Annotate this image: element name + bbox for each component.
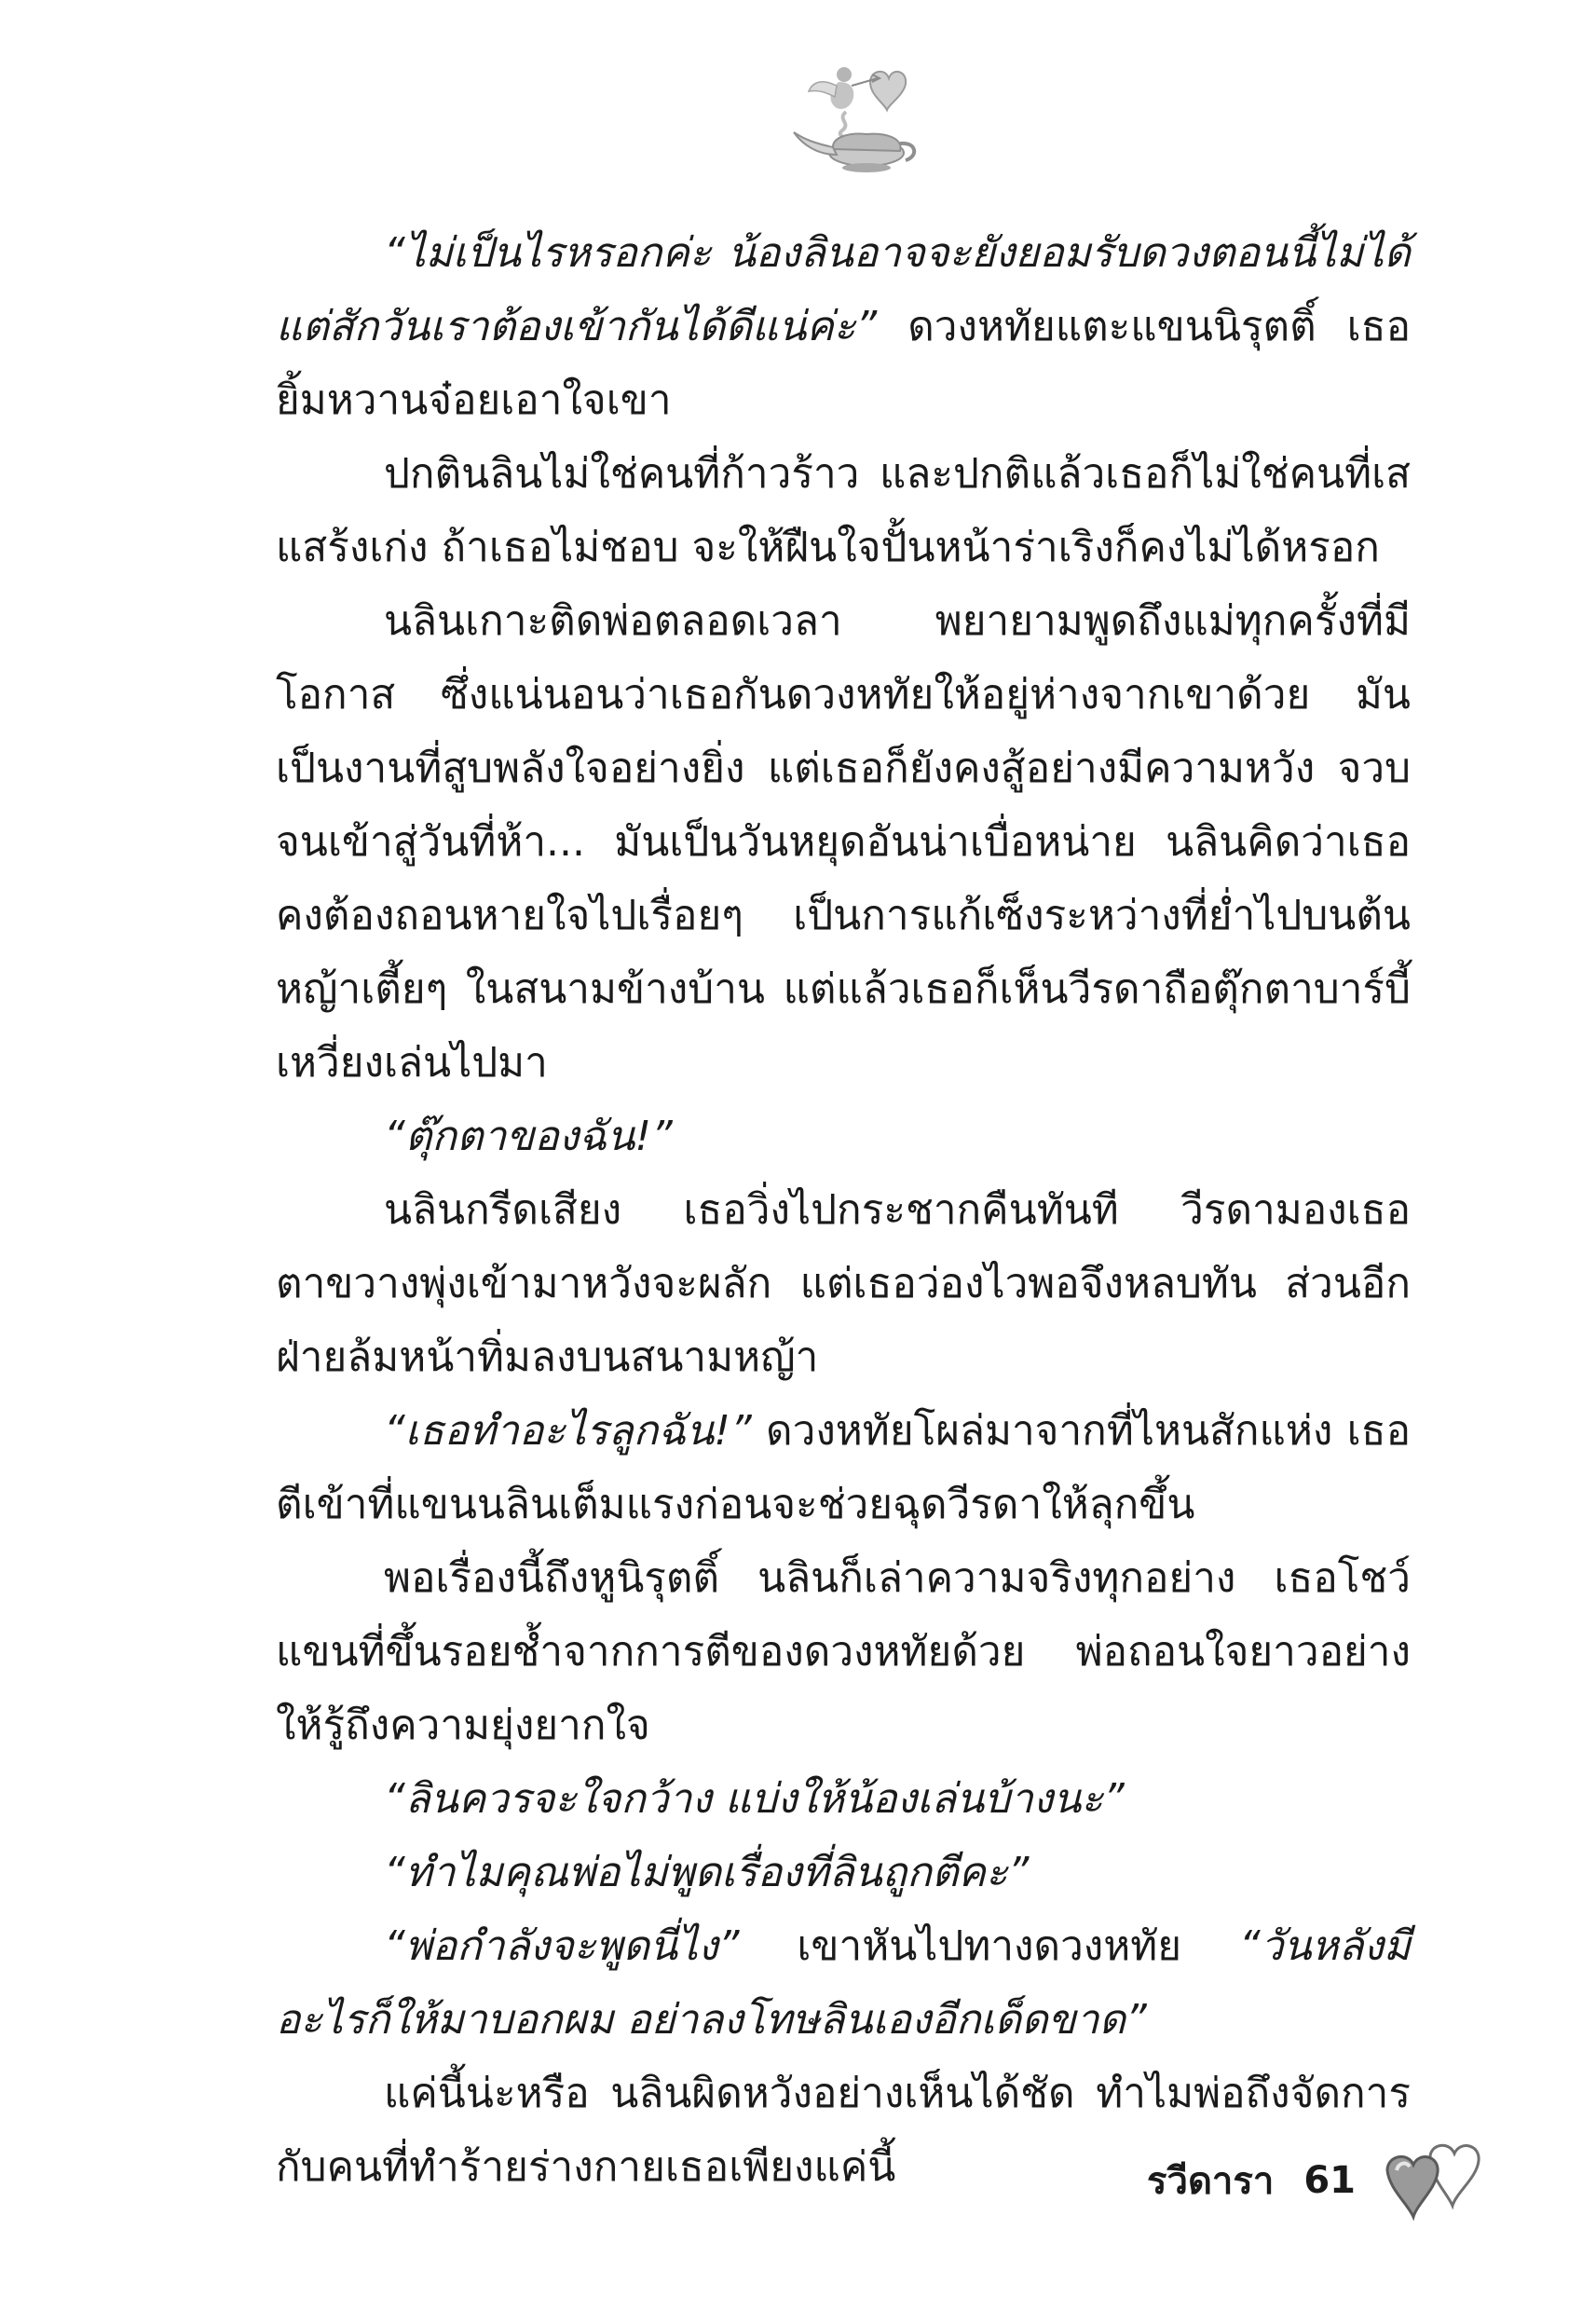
book-title: รวีดารา — [1147, 2160, 1275, 2203]
paragraph — [276, 1909, 1411, 2057]
story-text — [276, 216, 1411, 2204]
narration-text: นลินกรีดเสียง เธอวิ่งไปกระชากคืนทันที วีรดามองเธอตาขวางพุ่งเข้ามาหวังจะผลัก แต่เธอว่องไวพอจึงหลบทัน ส่วนอีกฝ่ายล้มหน้าทิ่มลงบนสนามหญ้า — [276, 1186, 1411, 1381]
dialogue-text: “ตุ๊กตาของฉัน!” — [384, 1113, 673, 1160]
hearts-icon — [1382, 2139, 1484, 2222]
page-footer — [1147, 2134, 1484, 2227]
narration-text: แค่นี้น่ะหรือ นลินผิดหวังอย่างเห็นได้ชัด ทำไมพ่อถึงจัดการกับคนที่ทำร้ายร่างกายเธอเพียงแค่นี้ — [276, 2070, 1411, 2191]
narration-text: พอเรื่องนี้ถึงหูนิรุตติ์ นลินก็เล่าความจริงทุกอย่าง เธอโชว์แขนที่ขึ้นรอยช้ำจากการตีของดวงหทัยด้วย พ่อถอนใจยาวอย่างให้รู้ถึงความยุ่งยากใจ — [276, 1554, 1411, 1749]
dialogue-text: “ไม่เป็นไรหรอกค่ะ น้องลินอาจจะยังยอมรับดวงตอนนี้ไม่ได้ แต่สักวันเราต้องเข้ากันได้ดีแน่ค่ะ” — [276, 229, 1411, 350]
paragraph — [276, 1100, 1411, 1173]
narration-text: ปกตินลินไม่ใช่คนที่ก้าวร้าว และปกติแล้วเธอก็ไม่ใช่คนที่เสแสร้งเก่ง ถ้าเธอไม่ชอบ จะให้ฝืนใจปั้นหน้าร่าเริงก็คงไม่ได้หรอก — [276, 450, 1411, 571]
page-number: 61 — [1303, 2159, 1356, 2202]
narration-text: นลินเกาะติดพ่อตลอดเวลา พยายามพูดถึงแม่ทุกครั้งที่มีโอกาส ซึ่งแน่นอนว่าเธอกันดวงหทัยให้อยู่ห่างจากเขาด้วย มันเป็นงานที่สูบพลังใจอย่างยิ่ง แต่เธอก็ยังคงสู้อย่างมีความหวัง จวบจนเข้าสู่วันที่ห้า... มันเป็นวันหยุดอันน่าเบื่อหน่าย นลินคิดว่าเธอคงต้องถอนหายใจไปเรื่อยๆ เป็นการแก้เซ็งระหว่างที่ย่ำไปบนต้นหญ้าเตี้ยๆ ในสนามข้างบ้าน แต่แล้วเธอก็เห็นวีรดาถือตุ๊กตาบาร์บี้เหวี่ยงเล่นไปมา — [276, 597, 1411, 1087]
paragraph — [276, 1173, 1411, 1394]
dialogue-text: “ทำไมคุณพ่อไม่พูดเรื่องที่ลินถูกตีคะ” — [384, 1849, 1030, 1896]
narration-text: ดวงหทัยโผล่มาจากที่ไหนสักแห่ง เธอตีเข้าที่แขนนลินเต็มแรงก่อนจะช่วยฉุดวีรดาให้ลุกขึ้น — [276, 1407, 1411, 1528]
paragraph — [276, 584, 1411, 1100]
paragraph — [276, 1394, 1411, 1541]
dialogue-text: “เธอทำอะไรลูกฉัน!” — [384, 1407, 752, 1455]
paragraph — [276, 216, 1411, 437]
dialogue-text: “พ่อกำลังจะพูดนี่ไง” — [384, 1922, 740, 1970]
narration-text: ดวงหทัยแตะแขนนิรุตติ์ เธอยิ้มหวานจ๋อยเอาใจเขา — [276, 303, 1411, 424]
paragraph — [276, 437, 1411, 584]
dialogue-text: “วันหลังมีอะไรก็ให้มาบอกผม อย่าลงโทษลินเองอีกเด็ดขาด” — [276, 1922, 1411, 2044]
narration-text: เขาหันไปทางดวงหทัย — [739, 1922, 1239, 1970]
paragraph — [276, 1541, 1411, 1762]
dialogue-text: “ลินควรจะใจกว้าง แบ่งให้น้องเล่นบ้างนะ” — [384, 1775, 1125, 1823]
genie-lamp-cupid-icon — [781, 54, 921, 175]
paragraph — [276, 1762, 1411, 1836]
paragraph — [276, 1836, 1411, 1909]
